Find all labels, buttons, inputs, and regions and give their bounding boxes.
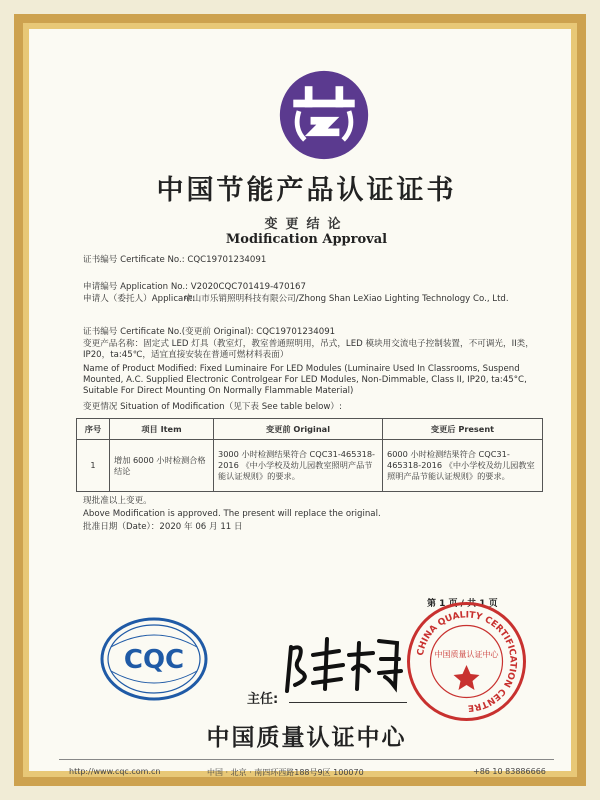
footer-divider bbox=[59, 759, 554, 760]
certificate-border bbox=[23, 23, 577, 777]
certificate-frame bbox=[14, 14, 586, 786]
approval-date: 批准日期（Date）：2020 年 06 月 11 日 bbox=[83, 522, 243, 532]
header-present: 变更后 Present bbox=[383, 419, 543, 440]
certificate-number: 证书编号 Certificate No.: CQC19701234091 bbox=[83, 255, 267, 265]
product-name-en: Name of Product Modified: Fixed Luminaire For LED Modules (Luminaire Used In Classrooms, Suspend Mounted, A.C. Supplied Electronic Controlgear For LED Modules, Non-Dimmable, Class II, IP20, ta:45°C, Suitable For Direct Mounting On Normally Flammable Material) bbox=[83, 364, 527, 396]
row-original: 3000 小时检测结果符合 CQC31-465318-2016 《中小学校及幼儿园教室照明产品节能认证规则》的要求。 bbox=[214, 440, 383, 492]
organization-name: 中国质量认证中心 bbox=[206, 724, 407, 751]
approval-cn: 现批准以上变更。 bbox=[83, 496, 152, 506]
director-signature bbox=[269, 629, 419, 699]
certificate-title: 中国节能产品认证证书 bbox=[156, 175, 457, 206]
energy-conservation-logo bbox=[276, 67, 372, 163]
footer-address: 中国 · 北京 · 南四环西路188号9区 100070 bbox=[207, 768, 364, 777]
application-number: 申请编号 Application No.: V2020CQC701419-470167 bbox=[83, 282, 306, 292]
row-no: 1 bbox=[77, 440, 110, 492]
table-row bbox=[77, 440, 543, 492]
header-no: 序号 bbox=[77, 419, 110, 440]
applicant-label: 申请人（委托人）Applicant: bbox=[83, 294, 196, 304]
header-item: 项目 Item bbox=[110, 419, 214, 440]
page-counter: 第 1 页 / 共 1 页 bbox=[427, 599, 498, 609]
cqc-logo-text: CQC bbox=[123, 645, 185, 675]
seal-text-cn: 中国质量认证中心 bbox=[434, 650, 499, 659]
original-certificate-number: 证书编号 Certificate No.(变更前 Original): CQC19701234091 bbox=[83, 327, 336, 337]
cqc-logo bbox=[99, 617, 209, 701]
subtitle-en: Modification Approval bbox=[225, 232, 388, 247]
row-item: 增加 6000 小时检测合格结论 bbox=[110, 440, 214, 492]
certificate-page bbox=[29, 29, 571, 777]
modification-situation: 变更情况 Situation of Modification（见下表 See table below）: bbox=[83, 402, 342, 412]
product-name-cn: 变更产品名称：固定式 LED 灯具（教室灯，教室普通照明用，吊式，LED 模块用交流电子控制装置，不可调光，II类，IP20，ta:45℃，适宜直接安装在普通可燃材料表面） bbox=[83, 339, 534, 360]
approval-en: Above Modification is approved. The present will replace the original. bbox=[83, 509, 381, 519]
applicant-name: 中山市乐销照明科技有限公司/Zhong Shan LeXiao Lighting Technology Co., Ltd. bbox=[184, 294, 509, 304]
signature-line bbox=[289, 702, 407, 703]
modification-table bbox=[76, 418, 543, 492]
certification-seal bbox=[404, 599, 529, 724]
header-original: 变更前 Original bbox=[214, 419, 383, 440]
director-label: 主任: bbox=[247, 692, 279, 707]
table-header-row bbox=[77, 419, 543, 440]
footer-phone: +86 10 83886666 bbox=[473, 767, 546, 776]
footer-website: http://www.cqc.com.cn bbox=[69, 767, 161, 776]
seal-text: CHINA QUALITY CERTIFICATION CENTRE bbox=[415, 610, 518, 713]
subtitle-cn: 变更结论 bbox=[264, 217, 349, 232]
row-present: 6000 小时检测结果符合 CQC31-465318-2016 《中小学校及幼儿园教室照明产品节能认证规则》的要求。 bbox=[383, 440, 543, 492]
